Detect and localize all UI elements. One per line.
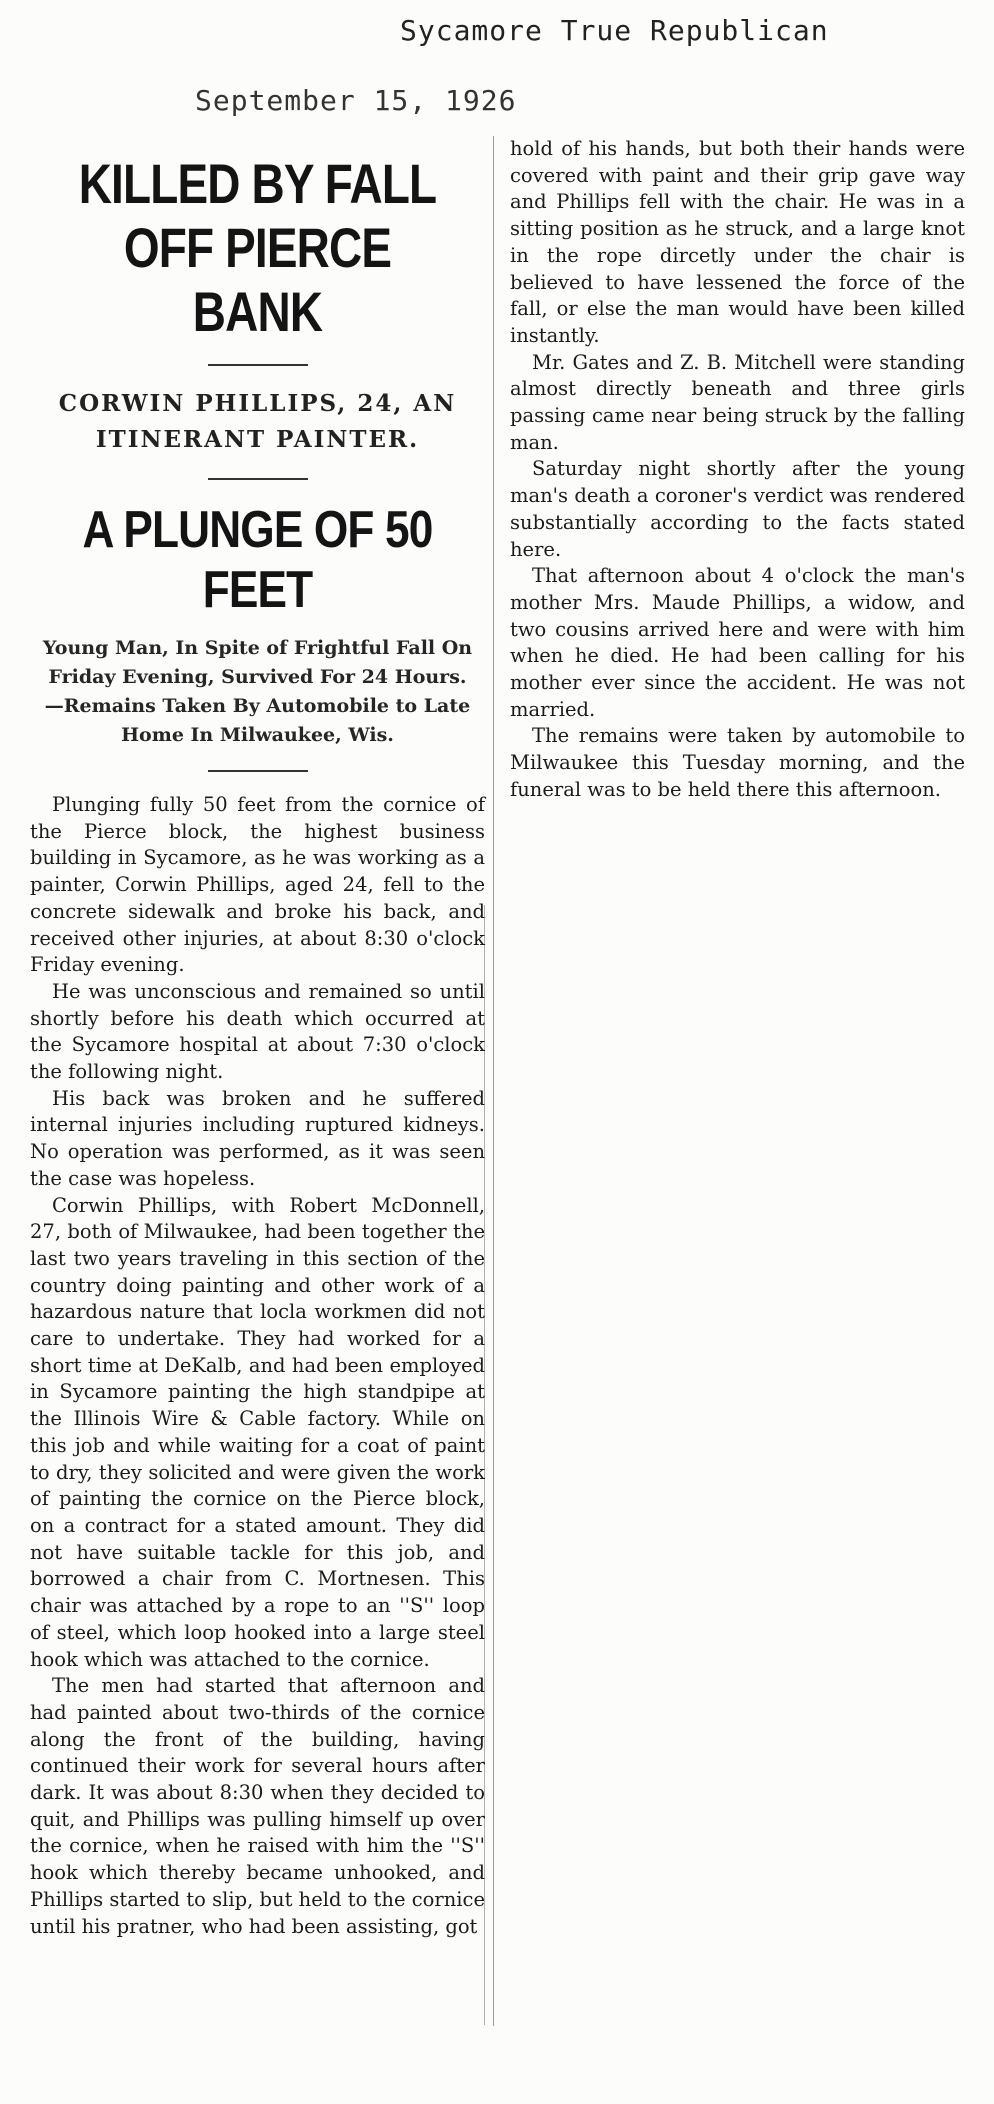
separator-rule — [208, 770, 308, 772]
publication-date: September 15, 1926 — [195, 84, 517, 117]
summary-subheading: Young Man, In Spite of Frightful Fall On Friday Evening, Survived For 24 Hours.—Remains Taken By Automobile to Late Home In Milwaukee, Wis. — [42, 637, 473, 746]
separator-rule — [208, 478, 308, 480]
body-paragraph: hold of his hands, but both their hands were covered with paint and their grip gave way and Phillips fell with the chair. He was in a sitting position as he struck, and a large knot in the rope dircetly under the chair is believed to have lessened the force of the fall, or else the man would have been killed instantly. — [510, 137, 965, 347]
publication-name: Sycamore True Republican — [400, 14, 829, 47]
body-paragraph: The men had started that afternoon and had painted about two-thirds of the cornice along the front of the building, having continued their work for several hours after dark. It was about 8:30 when they decided to quit, and Phillips was pulling himself up over the cornice, when he raised with him the ''S'' hook which thereby became unhooked, and Phillips started to slip, but held to the cornice until his pratner, who had been assisting, got — [30, 1674, 485, 1938]
body-paragraph: Corwin Phillips, with Robert McDonnell, 27, both of Milwaukee, had been together the last two years traveling in this section of the country doing painting and other work of a hazardous nature that locla workmen did not care to undertake. They had worked for a short time at DeKalb, and had been employed in Sycamore painting the high standpipe at the Illinois Wire & Cable factory. While on this job and while waiting for a coat of paint to dry, they solicited and were given the work of painting the cornice on the Pierce block, on a contract for a stated amount. They did not have suitable tackle for this job, and borrowed a chair from C. Mortnesen. This chair was attached by a rope to an ''S'' loop of steel, which loop hooked into a large steel hook which was attached to the cornice. — [30, 1193, 485, 1671]
headline-secondary: A PLUNGE OF 50 FEET — [82, 501, 433, 619]
headline-main: KILLED BY FALL OFF PIERCE BANK — [78, 152, 437, 343]
column-divider — [493, 136, 494, 2026]
separator-rule — [208, 364, 308, 366]
article-left-column — [30, 140, 485, 1940]
body-paragraph: He was unconscious and remained so until shortly before his death which occurred at the Sycamore hospital at about 7:30 o'clock the following night. — [30, 979, 485, 1084]
body-paragraph: Plunging fully 50 feet from the cornice of the Pierce block, the highest business building in Sycamore, as he was working as a painter, Corwin Phillips, aged 24, fell to the concrete sidewalk and broke his back, and received other injuries, at about 8:30 o'clock Friday evening. — [30, 793, 485, 977]
deck-subheading: CORWIN PHILLIPS, 24, AN ITINERANT PAINTER. — [58, 390, 457, 453]
article-body-right — [510, 136, 965, 804]
body-paragraph: Saturday night shortly after the young man's death a coroner's verdict was rendered substantially according to the facts stated here. — [510, 457, 965, 561]
article-right-column — [510, 136, 965, 804]
body-paragraph: Mr. Gates and Z. B. Mitchell were standing almost directly beneath and three girls passing came near being struck by the falling man. — [510, 350, 965, 454]
body-paragraph: That afternoon about 4 o'clock the man's mother Mrs. Maude Phillips, a widow, and two cousins arrived here and were with him when he died. He had been calling for his mother ever since the accident. He was not married. — [510, 564, 965, 721]
body-paragraph: The remains were taken by automobile to Milwaukee this Tuesday morning, and the funeral was to be held there this afternoon. — [510, 724, 965, 801]
article-body-left — [30, 792, 485, 1940]
body-paragraph: His back was broken and he suffered internal injuries including ruptured kidneys. No operation was performed, as it was seen the case was hopeless. — [30, 1086, 485, 1190]
